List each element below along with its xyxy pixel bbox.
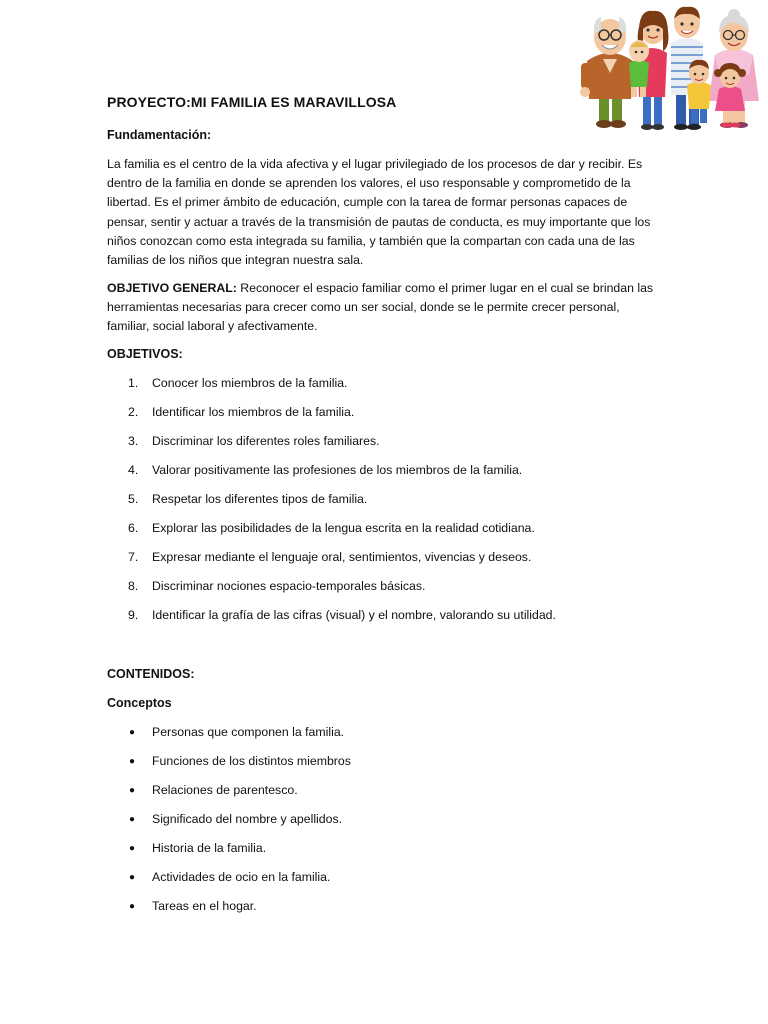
list-item-text: Actividades de ocio en la familia. xyxy=(152,870,331,884)
list-number: 1. xyxy=(128,376,139,390)
bullet-icon: ● xyxy=(129,872,136,883)
fundamentacion-heading: Fundamentación: xyxy=(107,128,212,142)
bullet-icon: ● xyxy=(129,843,136,854)
list-item-text: Funciones de los distintos miembros xyxy=(152,754,351,768)
list-number: 4. xyxy=(128,463,139,477)
list-number: 8. xyxy=(128,579,139,593)
list-item-text: Explorar las posibilidades de la lengua escrita en la realidad cotidiana. xyxy=(152,521,535,535)
list-number: 2. xyxy=(128,405,139,419)
bullet-icon: ● xyxy=(129,814,136,825)
conceptos-list xyxy=(107,723,351,926)
list-item xyxy=(107,606,556,635)
bullet-icon: ● xyxy=(129,785,136,796)
list-item-text: Discriminar los diferentes roles familiares. xyxy=(152,434,380,448)
list-item-text: Valorar positivamente las profesiones de los miembros de la familia. xyxy=(152,463,523,477)
list-item xyxy=(107,432,556,461)
contenidos-heading: CONTENIDOS: xyxy=(107,667,195,681)
list-item-text: Significado del nombre y apellidos. xyxy=(152,812,343,826)
list-item-text: Personas que componen la familia. xyxy=(152,725,345,739)
list-item-text: Respetar los diferentes tipos de familia. xyxy=(152,492,368,506)
list-item-text: Discriminar nociones espacio-temporales básicas. xyxy=(152,579,426,593)
list-item xyxy=(107,374,556,403)
objetivos-list xyxy=(107,374,556,635)
objetivo-general-paragraph xyxy=(107,279,655,337)
list-number: 5. xyxy=(128,492,139,506)
list-number: 7. xyxy=(128,550,139,564)
list-number: 9. xyxy=(128,608,139,622)
list-item xyxy=(107,490,556,519)
list-item xyxy=(107,781,351,810)
list-item-text: Identificar la grafía de las cifras (visual) y el nombre, valorando su utilidad. xyxy=(152,608,556,622)
list-item xyxy=(107,897,351,926)
list-item xyxy=(107,403,556,432)
list-item-text: Expresar mediante el lenguaje oral, sentimientos, vivencias y deseos. xyxy=(152,550,532,564)
list-item-text: Tareas en el hogar. xyxy=(152,899,257,913)
objetivo-general-text: Reconocer el espacio familiar como el primer lugar en el cual se brindan las herramientas necesarias para crecer como un ser social, donde se le permite crecer personal, familiar, social laboral y afectivamente. xyxy=(107,281,654,334)
objetivos-heading: OBJETIVOS: xyxy=(107,347,183,361)
list-item xyxy=(107,839,351,868)
list-item xyxy=(107,519,556,548)
fundamentacion-paragraph: La familia es el centro de la vida afectiva y el lugar privilegiado de los procesos de dar y recibir. Es dentro de la familia en donde se aprenden los valores, el uso responsable y comprometido de la libertad. Es el primer ámbito de educación, cumple con la tarea de formar personas capaces de pensar, sentir y actuar a través de la transmisión de pautas de conducta, es muy importante que los niños conozcan como esta integrada su familia, y también que la compartan con cada una de las familias de los niños que integran nuestra sala. xyxy=(107,157,651,268)
list-item xyxy=(107,752,351,781)
list-item xyxy=(107,723,351,752)
objetivo-general-label: OBJETIVO GENERAL: xyxy=(107,281,237,295)
list-item-text: Conocer los miembros de la familia. xyxy=(152,376,348,390)
list-item xyxy=(107,810,351,839)
list-number: 3. xyxy=(128,434,139,448)
bullet-icon: ● xyxy=(129,756,136,767)
list-item-text: Relaciones de parentesco. xyxy=(152,783,298,797)
page-title: PROYECTO:MI FAMILIA ES MARAVILLOSA xyxy=(107,94,397,110)
list-item xyxy=(107,548,556,577)
conceptos-heading: Conceptos xyxy=(107,696,172,710)
bullet-icon: ● xyxy=(129,901,136,912)
list-item-text: Identificar los miembros de la familia. xyxy=(152,405,355,419)
list-item xyxy=(107,868,351,897)
bullet-icon: ● xyxy=(129,727,136,738)
list-item xyxy=(107,577,556,606)
list-item xyxy=(107,461,556,490)
list-item-text: Historia de la familia. xyxy=(152,841,267,855)
family-cartoon-icon xyxy=(573,3,765,133)
list-number: 6. xyxy=(128,521,139,535)
